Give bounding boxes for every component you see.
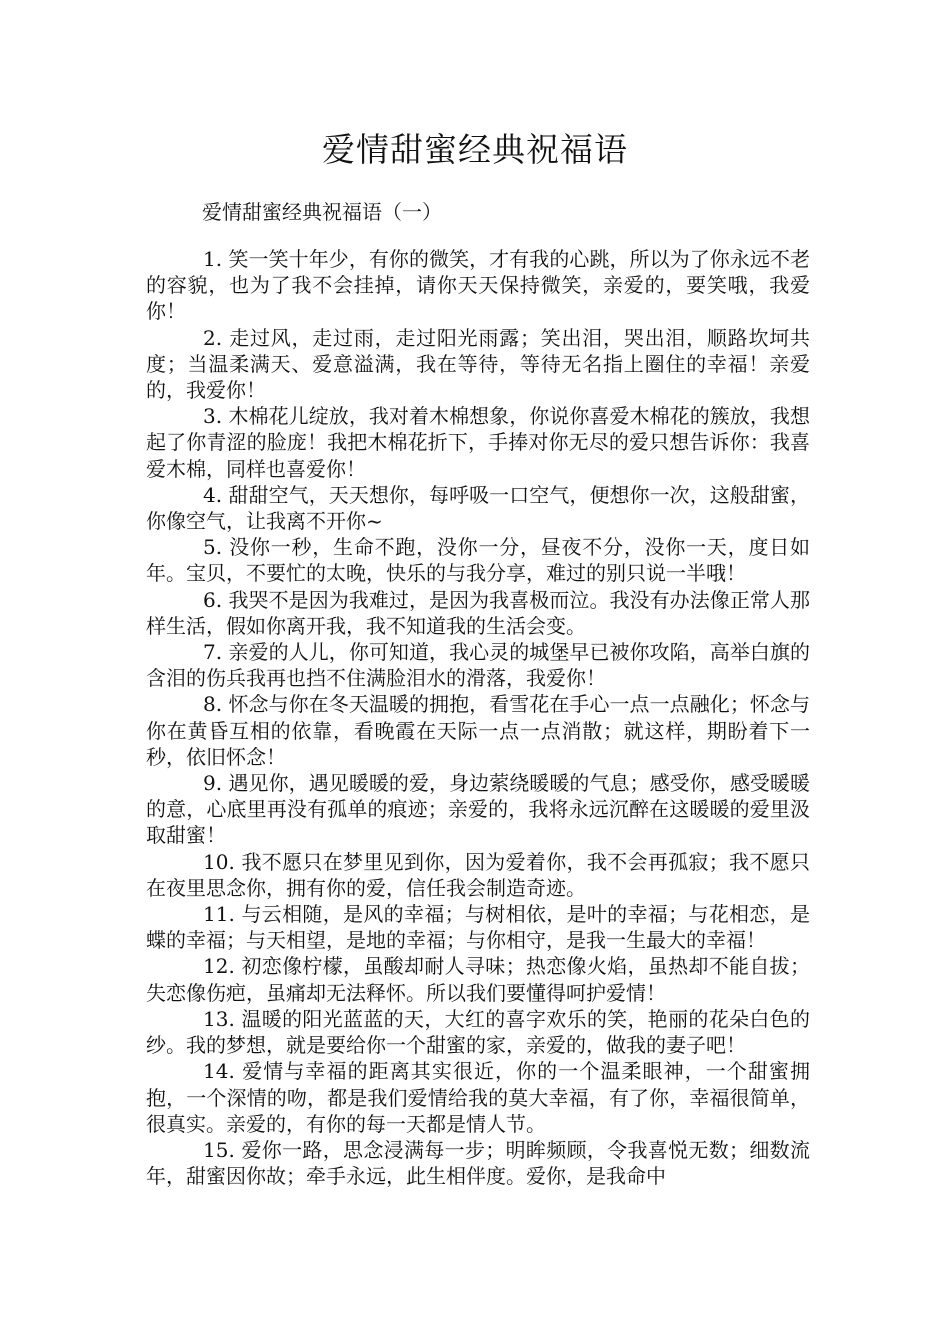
paragraph-6: 6. 我哭不是因为我难过，是因为我喜极而泣。我没有办法像正常人那样生活，假如你离开我，我不知道我的生活会变。: [146, 587, 810, 638]
paragraph-2: 2. 走过风，走过雨，走过阳光雨露；笑出泪，哭出泪，顺路坎坷共度；当温柔满天、爱意溢满，我在等待，等待无名指上圈住的幸福！亲爱的，我爱你！: [146, 325, 810, 403]
paragraph-3: 3. 木棉花儿绽放，我对着木棉想象，你说你喜爱木棉花的簇放，我想起了你青涩的脸庞！我把木棉花折下，手捧对你无尽的爱只想告诉你：我喜爱木棉，同样也喜爱你！: [146, 404, 810, 481]
document-body: [146, 246, 810, 1189]
document-title: 爱情甜蜜经典祝福语: [322, 130, 628, 169]
paragraph-7: 7. 亲爱的人儿，你可知道，我心灵的城堡早已被你攻陷，高举白旗的含泪的伤兵我再也挡不住满脸泪水的滑落，我爱你！: [146, 640, 810, 691]
paragraph-15: 15. 爱你一路，思念浸满每一步；明眸频顾，令我喜悦无数；细数流年，甜蜜因你故；牵手永远，此生相伴度。爱你，是我命中: [146, 1137, 810, 1189]
paragraph-10: 10. 我不愿只在梦里见到你，因为爱着你，我不会再孤寂；我不愿只在夜里思念你，拥有你的爱，信任我会制造奇迹。: [146, 849, 810, 900]
paragraph-12: 12. 初恋像柠檬，虽酸却耐人寻味；热恋像火焰，虽热却不能自拔；失恋像伤疤，虽痛却无法释怀。所以我们要懂得呵护爱情！: [146, 954, 810, 1005]
paragraph-14: 14. 爱情与幸福的距离其实很近，你的一个温柔眼神，一个甜蜜拥抱，一个深情的吻，都是我们爱情给我的莫大幸福，有了你，幸福很简单，很真实。亲爱的，有你的每一天都是情人节。: [146, 1059, 810, 1136]
paragraph-13: 13. 温暖的阳光蓝蓝的天，大红的喜字欢乐的笑，艳丽的花朵白色的纱。我的梦想，就是要给你一个甜蜜的家，亲爱的，做我的妻子吧！: [146, 1006, 810, 1058]
paragraph-9: 9. 遇见你，遇见暖暖的爱，身边萦绕暖暖的气息；感受你，感受暖暖的意，心底里再没有孤单的痕迹；亲爱的，我将永远沉醉在这暖暖的爱里汲取甜蜜！: [146, 771, 810, 848]
paragraph-4: 4. 甜甜空气，天天想你，每呼吸一口空气，便想你一次，这般甜蜜，你像空气，让我离不开你~: [146, 482, 810, 534]
paragraph-1: 1. 笑一笑十年少，有你的微笑，才有我的心跳，所以为了你永远不老的容貌，也为了我不会挂掉，请你天天保持微笑，亲爱的，要笑哦，我爱你！: [146, 247, 810, 324]
paragraph-8: 8. 怀念与你在冬天温暖的拥抱，看雪花在手心一点一点融化；怀念与你在黄昏互相的依靠，看晚霞在天际一点一点消散；就这样，期盼着下一秒，依旧怀念！: [146, 692, 810, 769]
paragraph-5: 5. 没你一秒，生命不跑，没你一分，昼夜不分，没你一天，度日如年。宝贝，不要忙的太晚，快乐的与我分享，难过的别只说一半哦！: [146, 535, 810, 586]
paragraph-11: 11. 与云相随，是风的幸福；与树相依，是叶的幸福；与花相恋，是蝶的幸福；与天相望，是地的幸福；与你相守，是我一生最大的幸福！: [146, 902, 810, 953]
section-heading: 爱情甜蜜经典祝福语（一）: [202, 200, 442, 224]
